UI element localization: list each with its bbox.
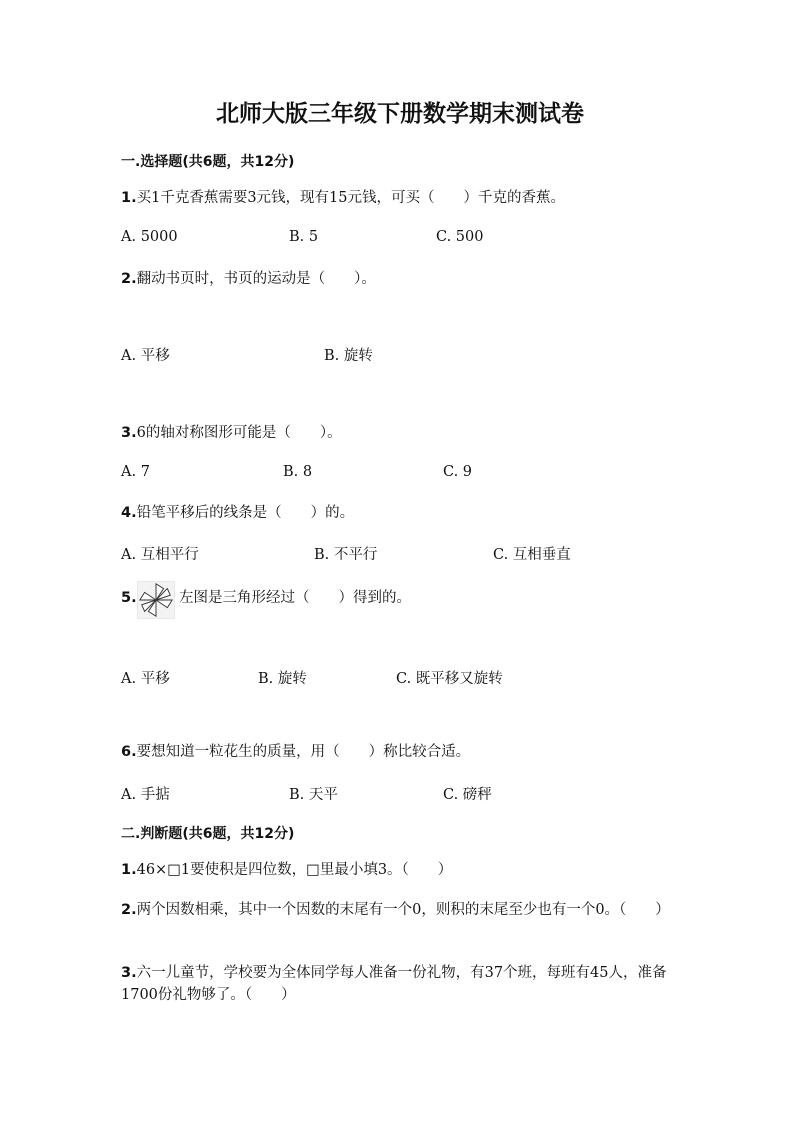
choice-4-option-b[interactable]: B. 不平行: [314, 547, 378, 563]
question-number: 2.: [121, 271, 137, 287]
question-text: 46×□1要使积是四位数，□里最小填3。（ ）: [136, 862, 453, 878]
choice-question-1: [121, 187, 565, 209]
pinwheel-triangles-icon: [137, 581, 175, 619]
choice-question-2: [121, 268, 376, 290]
choice-1-option-c[interactable]: C. 500: [436, 229, 484, 245]
question-number: 5.: [121, 590, 137, 606]
question-number: 1.: [121, 190, 137, 206]
choice-6-option-a[interactable]: A. 手掂: [121, 787, 170, 803]
choice-question-6: [121, 741, 470, 763]
page-title: 北师大版三年级下册数学期末测试卷: [216, 101, 584, 127]
question-text: 买1千克香蕉需要3元钱，现有15元钱，可买（ ）千克的香蕉。: [136, 190, 566, 206]
question-number: 6.: [121, 744, 137, 760]
choice-1-option-b[interactable]: B. 5: [289, 229, 319, 245]
question-text: 翻动书页时，书页的运动是（ ）。: [136, 271, 376, 287]
choice-5-option-a[interactable]: A. 平移: [121, 671, 170, 687]
question-text: 要想知道一粒花生的质量，用（ ）称比较合适。: [136, 744, 471, 760]
section-heading-judge: 二.判断题(共6题，共12分): [121, 826, 295, 842]
choice-5-option-c[interactable]: C. 既平移又旋转: [396, 671, 503, 687]
judge-question-2: [121, 899, 681, 921]
question-text: 铅笔平移后的线条是（ ）的。: [136, 505, 355, 521]
choice-4-option-a[interactable]: A. 互相平行: [121, 547, 199, 563]
section-heading-choice: 一.选择题(共6题，共12分): [121, 154, 295, 170]
question-text: 6的轴对称图形可能是（ ）。: [136, 425, 342, 441]
question-number: 1.: [121, 862, 137, 878]
judge-question-1: [121, 859, 452, 881]
question-number: 3.: [121, 965, 137, 981]
question-text: 两个因数相乘，其中一个因数的末尾有一个0，则积的末尾至少也有一个0。（ ）: [136, 902, 670, 918]
question-number: 3.: [121, 425, 137, 441]
choice-question-4: [121, 502, 354, 524]
choice-question-3: [121, 422, 342, 444]
choice-3-option-a[interactable]: A. 7: [121, 464, 150, 480]
choice-3-option-c[interactable]: C. 9: [443, 464, 473, 480]
question-text: 六一儿童节，学校要为全体同学每人准备一份礼物，有37个班，每班有45人，准备1700份礼物够了。（ ）: [121, 965, 667, 1003]
choice-6-option-c[interactable]: C. 磅秤: [443, 787, 492, 803]
choice-question-5: 左图是三角形经过（ ）得到的。: [179, 590, 411, 606]
choice-2-option-b[interactable]: B. 旋转: [324, 348, 373, 364]
choice-4-option-c[interactable]: C. 互相垂直: [493, 547, 571, 563]
choice-6-option-b[interactable]: B. 天平: [289, 787, 338, 803]
choice-5-option-b[interactable]: B. 旋转: [258, 671, 307, 687]
question-number: 4.: [121, 505, 137, 521]
question-number: 2.: [121, 902, 137, 918]
choice-3-option-b[interactable]: B. 8: [283, 464, 313, 480]
choice-1-option-a[interactable]: A. 5000: [121, 229, 178, 245]
judge-question-3: [121, 962, 681, 1006]
choice-2-option-a[interactable]: A. 平移: [121, 348, 170, 364]
choice-question-5-number: [121, 587, 137, 609]
